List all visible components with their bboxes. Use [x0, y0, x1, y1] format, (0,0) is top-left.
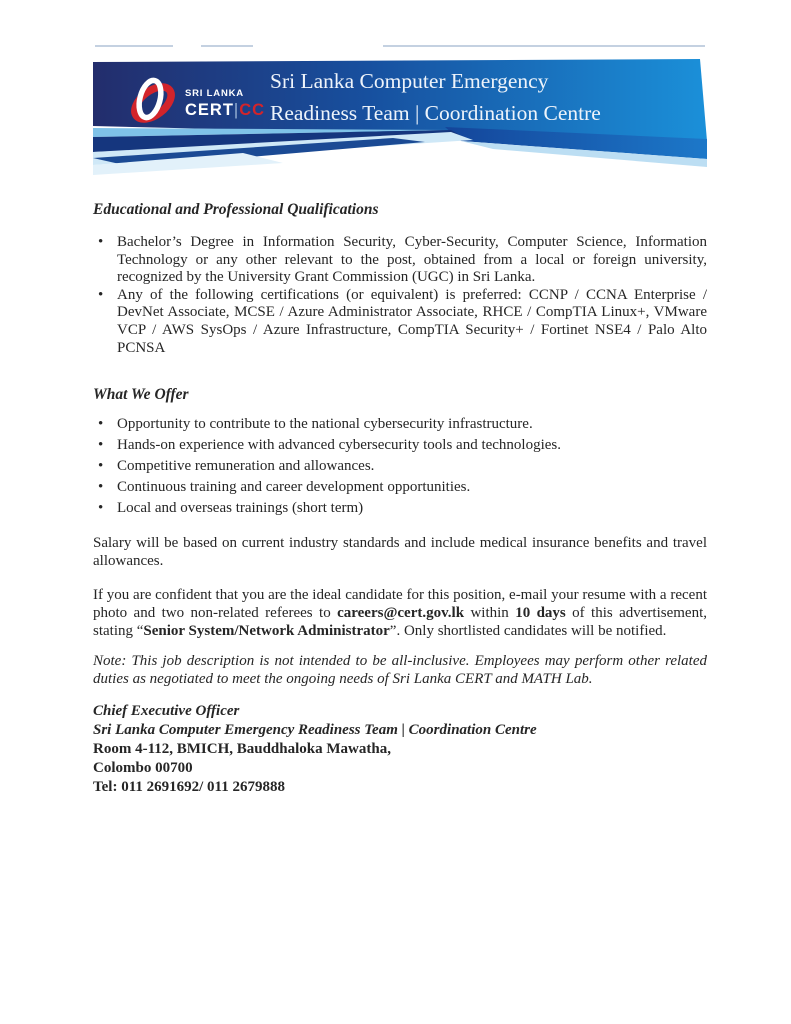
- list-item: [93, 414, 707, 435]
- bullet-icon: •: [98, 286, 104, 303]
- apply-text: If you are confident that you are the ideal candidate for this position, e-mail your resume with a recent photo and two non-related referees to: [93, 587, 707, 621]
- note-paragraph: Note: This job description is not intended to be all-inclusive. Employees may perform other related duties as negotiated to meet the ongoing needs of Sri Lanka CERT and MATH Lab.: [93, 653, 707, 687]
- bullet-icon: •: [98, 479, 104, 496]
- apply-text: ”. Only shortlisted candidates will be notified.: [389, 622, 667, 639]
- contact-organization: Sri Lanka Computer Emergency Readiness Team | Coordination Centre: [93, 722, 537, 739]
- list-item: [93, 477, 707, 498]
- offer-list: [93, 414, 707, 519]
- contact-block: [93, 702, 707, 797]
- banner-title-line1: Sri Lanka Computer Emergency: [270, 69, 549, 93]
- contact-address-line2: Colombo 00700: [93, 760, 193, 777]
- bullet-icon: •: [98, 416, 104, 433]
- apply-position-title: Senior System/Network Administrator: [143, 622, 390, 639]
- bullet-icon: •: [98, 234, 104, 250]
- qualifications-list: [93, 234, 707, 357]
- apply-text: of this advertisement, stating “: [93, 604, 707, 639]
- header-banner: [93, 45, 707, 180]
- list-item: [93, 234, 707, 287]
- qualifications-heading: Educational and Professional Qualifications: [93, 201, 379, 218]
- contact-phone: Tel: 011 2691692/ 011 2679888: [93, 779, 285, 796]
- contact-role: Chief Executive Officer: [93, 703, 240, 720]
- banner-graphic: [93, 45, 707, 180]
- bullet-icon: •: [98, 437, 104, 454]
- offer-text: Hands-on experience with advanced cybersecurity tools and technologies.: [117, 437, 562, 454]
- bullet-icon: •: [98, 500, 104, 517]
- list-item: [93, 287, 707, 357]
- apply-text: within: [464, 604, 516, 621]
- hairline-strip: [95, 45, 705, 47]
- offer-text: Continuous training and career development opportunities.: [117, 479, 471, 496]
- offer-text: Competitive remuneration and allowances.: [117, 458, 375, 475]
- offer-text: Opportunity to contribute to the national cybersecurity infrastructure.: [117, 416, 533, 433]
- document-content: [93, 0, 707, 797]
- logo-country-label: SRI LANKA: [185, 88, 244, 99]
- offer-text: Local and overseas trainings (short term): [117, 500, 364, 517]
- list-item: [93, 435, 707, 456]
- apply-email: careers@cert.gov.lk: [337, 604, 465, 621]
- logo-cert-cc-label: CERT|CC: [185, 101, 266, 119]
- qualification-text: Any of the following certifications (or equivalent) is preferred: CCNP / CCNA Enterprise / DevNet Associate, MCSE / Azure Administrator Associate, RHCE / CompTIA Linux+, VMware VCP / AWS SysOps / Azure Infrastructure, CompTIA Security+ / Fortinet NSE4 / Palo Alto PCNSA: [117, 286, 707, 356]
- qualification-text: Bachelor’s Degree in Information Security, Cyber-Security, Computer Science, Information Technology or any other relevant to the post, obtained from a local or foreign university, recognized by the University Grant Commission (UGC) in Sri Lanka.: [117, 234, 707, 286]
- list-item: [93, 456, 707, 477]
- banner-title-line2: Readiness Team | Coordination Centre: [270, 101, 601, 125]
- apply-paragraph: [93, 587, 707, 640]
- salary-paragraph: Salary will be based on current industry standards and include medical insurance benefits and travel allowances.: [93, 535, 707, 569]
- contact-address-line1: Room 4-112, BMICH, Bauddhaloka Mawatha,: [93, 741, 391, 758]
- apply-deadline: 10 days: [515, 604, 566, 621]
- list-item: [93, 498, 707, 519]
- bullet-icon: •: [98, 458, 104, 475]
- offer-heading: What We Offer: [93, 386, 189, 404]
